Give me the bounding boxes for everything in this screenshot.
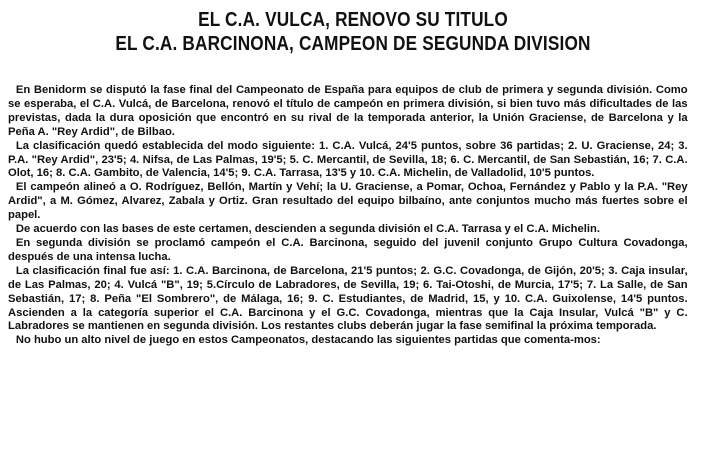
paragraph-7: No hubo un alto nivel de juego en estos Campeonatos, destacando las siguientes partidas que comenta-mos:: [15, 334, 601, 347]
paragraph-6: La clasificación final fue así: 1. C.A. Barcinona, de Barcelona, 21'5 puntos; 2. G.C. Covadonga, de Gijón, 20'5; 3. Caja insular, de Las Palmas, 20; 4. Vulcá "B", 19; 5.Círculo de Labradores, de Sevilla, 19; 6. Tai-Otoshi, de Murcia, 17'5; 7. La Salle, de San Sebastián, 17; 8. Peña "El Sombrero", de Málaga, 16; 9. C. Estudiantes, de Madrid, 15, y 10. C.A. Guixolense, 14'5 puntos. Ascienden a la categoría superior el C.A. Barcinona y el G.C. Covadonga, mientras que la Caja Insular, Vulcá "B" y C. Labradores se mantienen en segunda división. Los restantes clubs deberán jugar la fase semifinal la próxima temporada.: [8, 264, 688, 333]
headline-line-2: EL C.A. BARCINONA, CAMPEON DE SEGUNDA DIVISION: [115, 33, 591, 55]
paragraph-2: La clasificación quedó establecida del modo siguiente: 1. C.A. Vulcá, 24'5 puntos, sobre 36 partidas; 2. U. Graciense, 24; 3. P.A. "Rey Ardid", 23'5; 4. Nifsa, de Las Palmas, 19'5; 5. C. Mercantil, de Sevilla, 18; 6. C. Mercantil, de San Sebastián, 16; 7. C.A. Olot, 16; 8. C.A. Gambito, de Valencia, 14'5; 9. C.A. Tarrasa, 13'5 y 10. C.A. Michelin, de Valladolid, 10'5 puntos.: [8, 139, 688, 180]
paragraph-3: El campeón alineó a O. Rodríguez, Bellón, Martín y Vehí; la U. Graciense, a Pomar, Ochoa, Fernández y Pablo y la P.A. "Rey Ardid", a M. Gómez, Alvarez, Zabala y Ortiz. Gran resultado del equipo bilbaíno, ante conjuntos mucho más fuertes sobre el papel.: [8, 181, 688, 222]
paragraph-4: De acuerdo con las bases de este certamen, descienden a segunda división el C.A. Tarrasa y el C.A. Michelin.: [15, 223, 600, 236]
article-body: [8, 84, 688, 348]
headline-line-1: EL C.A. VULCA, RENOVO SU TITULO: [198, 9, 508, 31]
paragraph-5: En segunda división se proclamó campeón el C.A. Barcinona, seguido del juvenil conjunto Grupo Cultura Covadonga, después de una intensa lucha.: [8, 236, 688, 263]
paragraph-1: En Benidorm se disputó la fase final del Campeonato de España para equipos de club de primera y segunda división. Como se esperaba, el C.A. Vulcá, de Barcelona, renovó el título de campeón en primera división, si bien tuvo más dificultades de las previstas, dada la dura oposición que encontró en su rival de la temporada anterior, la Unión Graciense, de Barcelona y la Peña A. "Rey Ardid", de Bilbao.: [8, 84, 688, 138]
headline-block: [0, 8, 706, 56]
